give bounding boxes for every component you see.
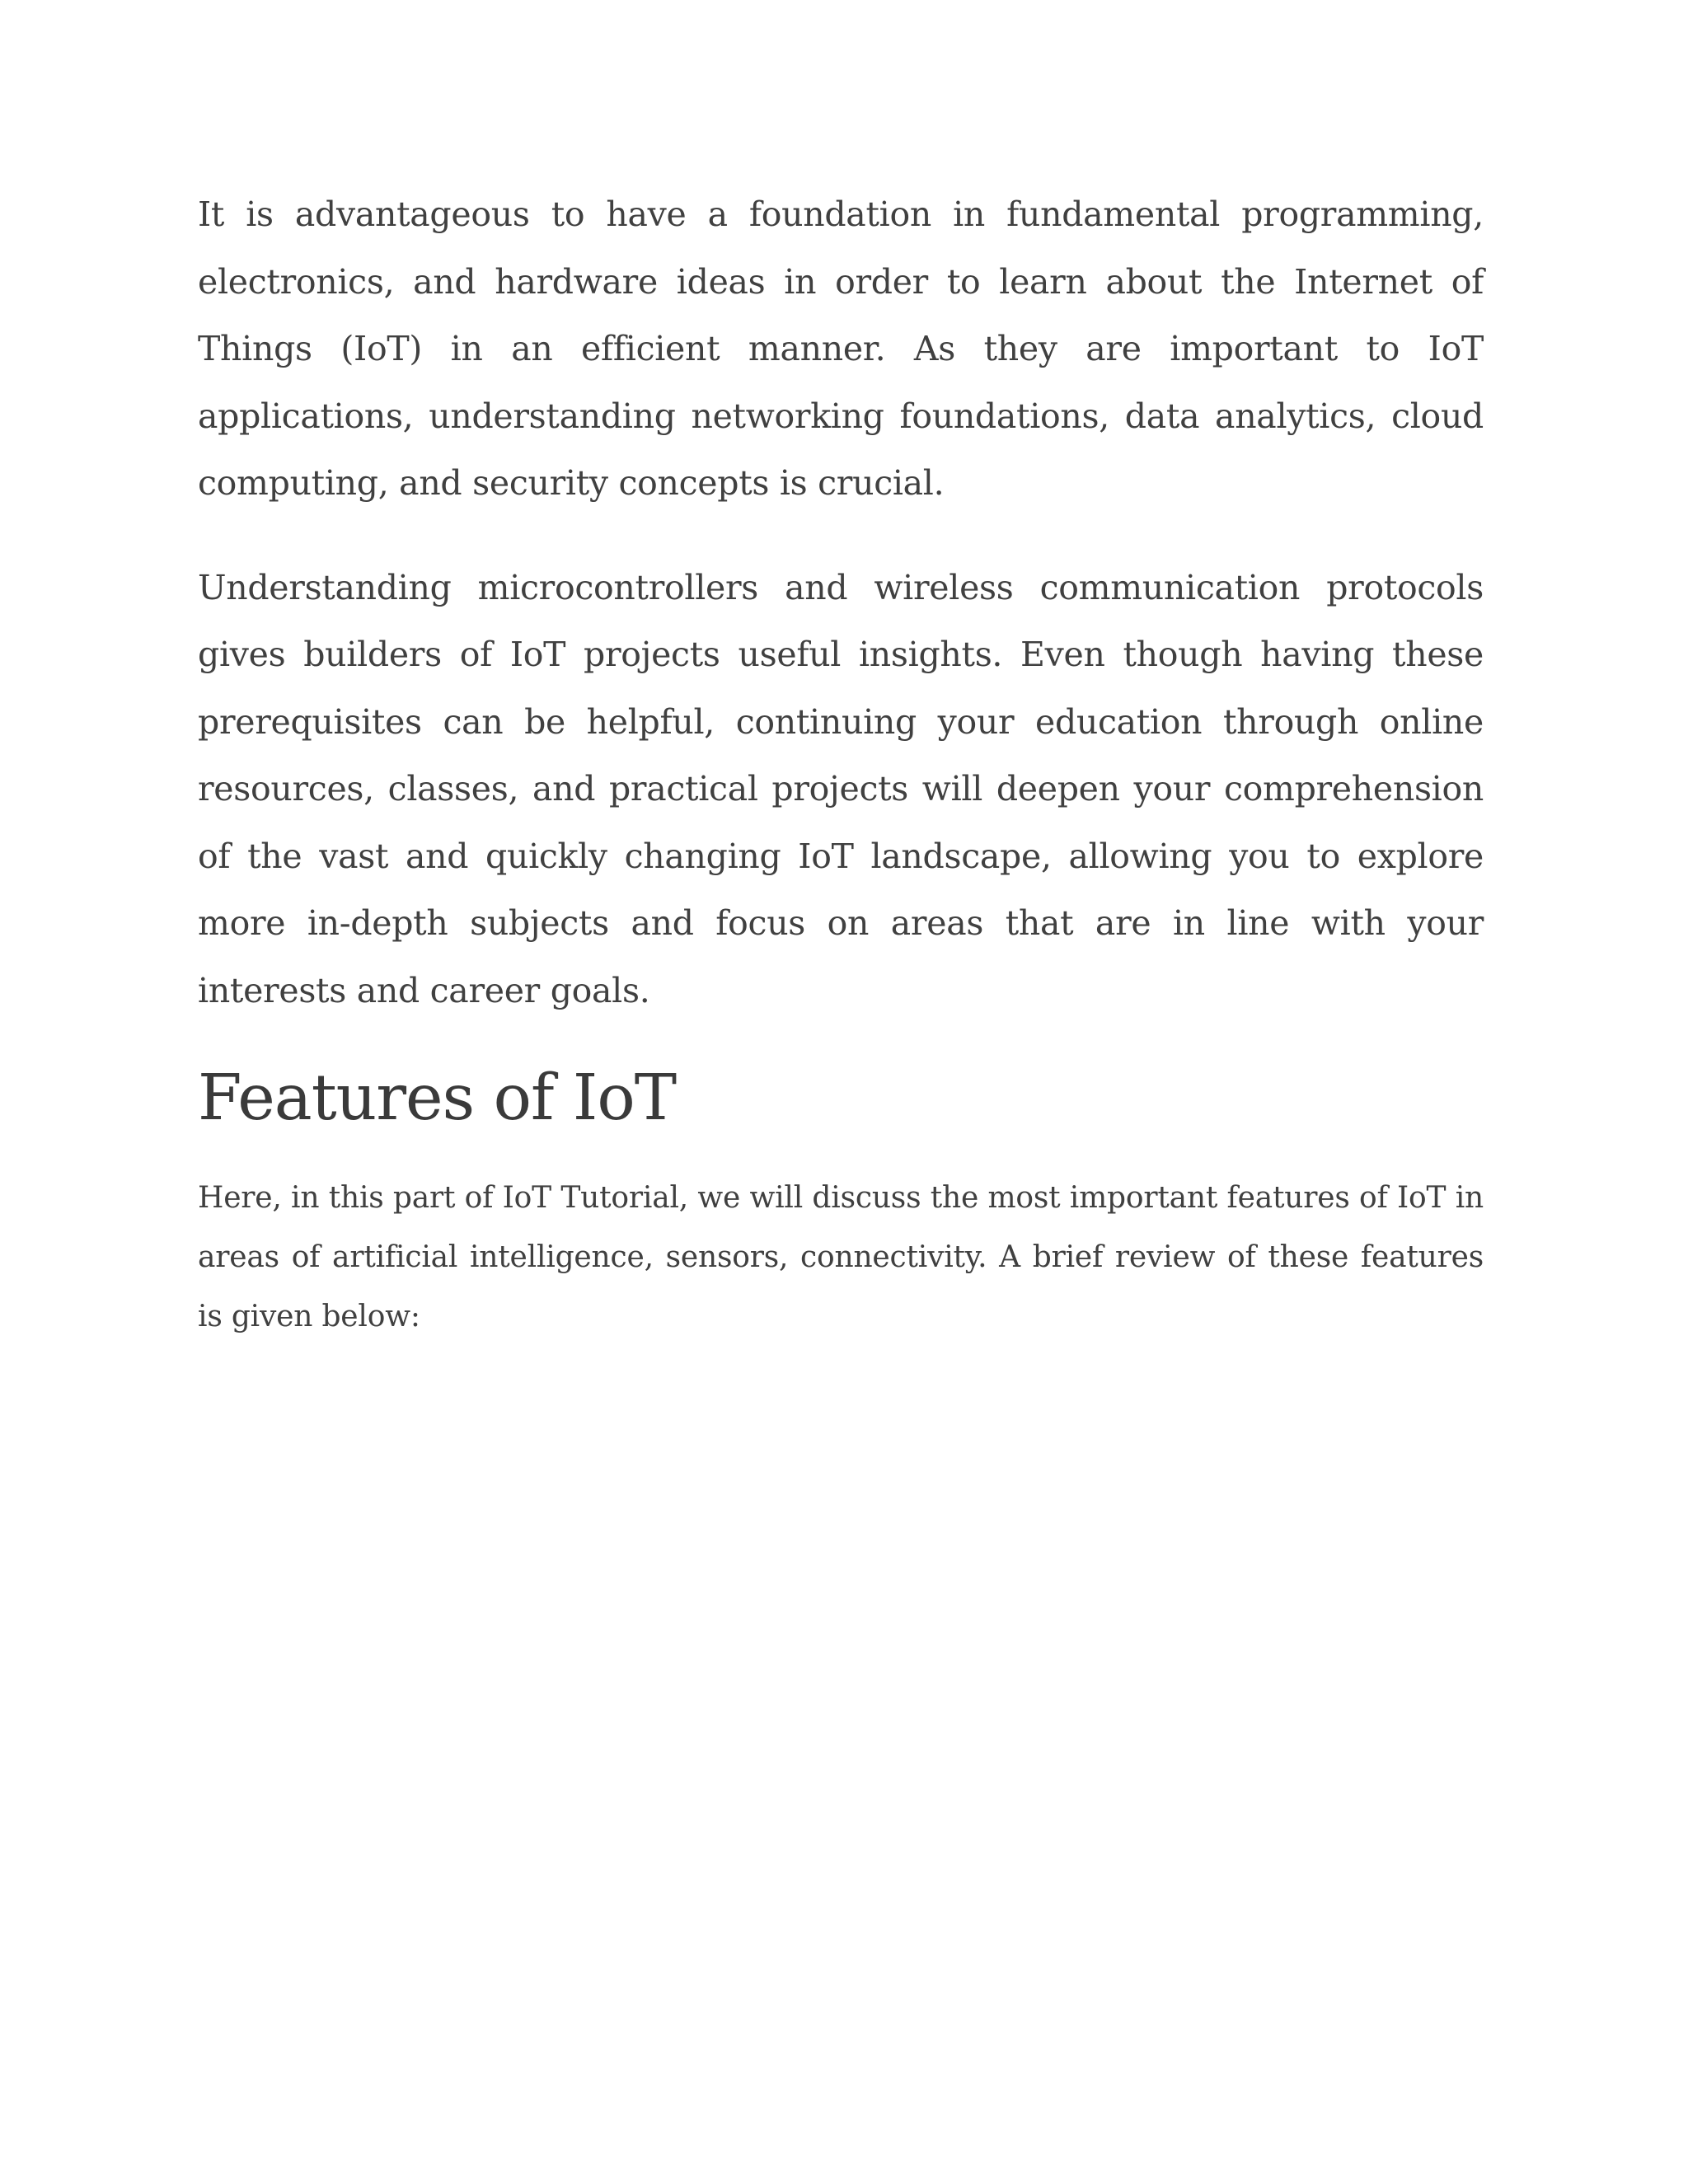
paragraph-prerequisites-foundation: It is advantageous to have a foundation in fundamental programming, electronics, and hardware ideas in order to learn about the Internet of Things (IoT) in an efficient manner. As they are important to IoT applications, understanding networking foundations, data analytics, cloud computing, and security concepts is crucial. <box>198 194 1484 503</box>
paragraph-prerequisites-microcontrollers: Understanding microcontrollers and wireless communication protocols gives builders of IoT projects useful insights. Even though having these prerequisites can be helpful, continuing your education through online resources, classes, and practical projects will deepen your comprehension of the vast and quickly changing IoT landscape, allowing you to explore more in-depth subjects and focus on areas that are in line with your interests and career goals. <box>198 567 1484 1010</box>
section-heading: Features of IoT <box>198 1062 677 1135</box>
section-intro-paragraph: Here, in this part of IoT Tutorial, we will discuss the most important features of IoT in areas of artificial intelligence, sensors, connectivity. A brief review of these features is given below: <box>198 1181 1484 1333</box>
document-page <box>198 181 1484 1347</box>
